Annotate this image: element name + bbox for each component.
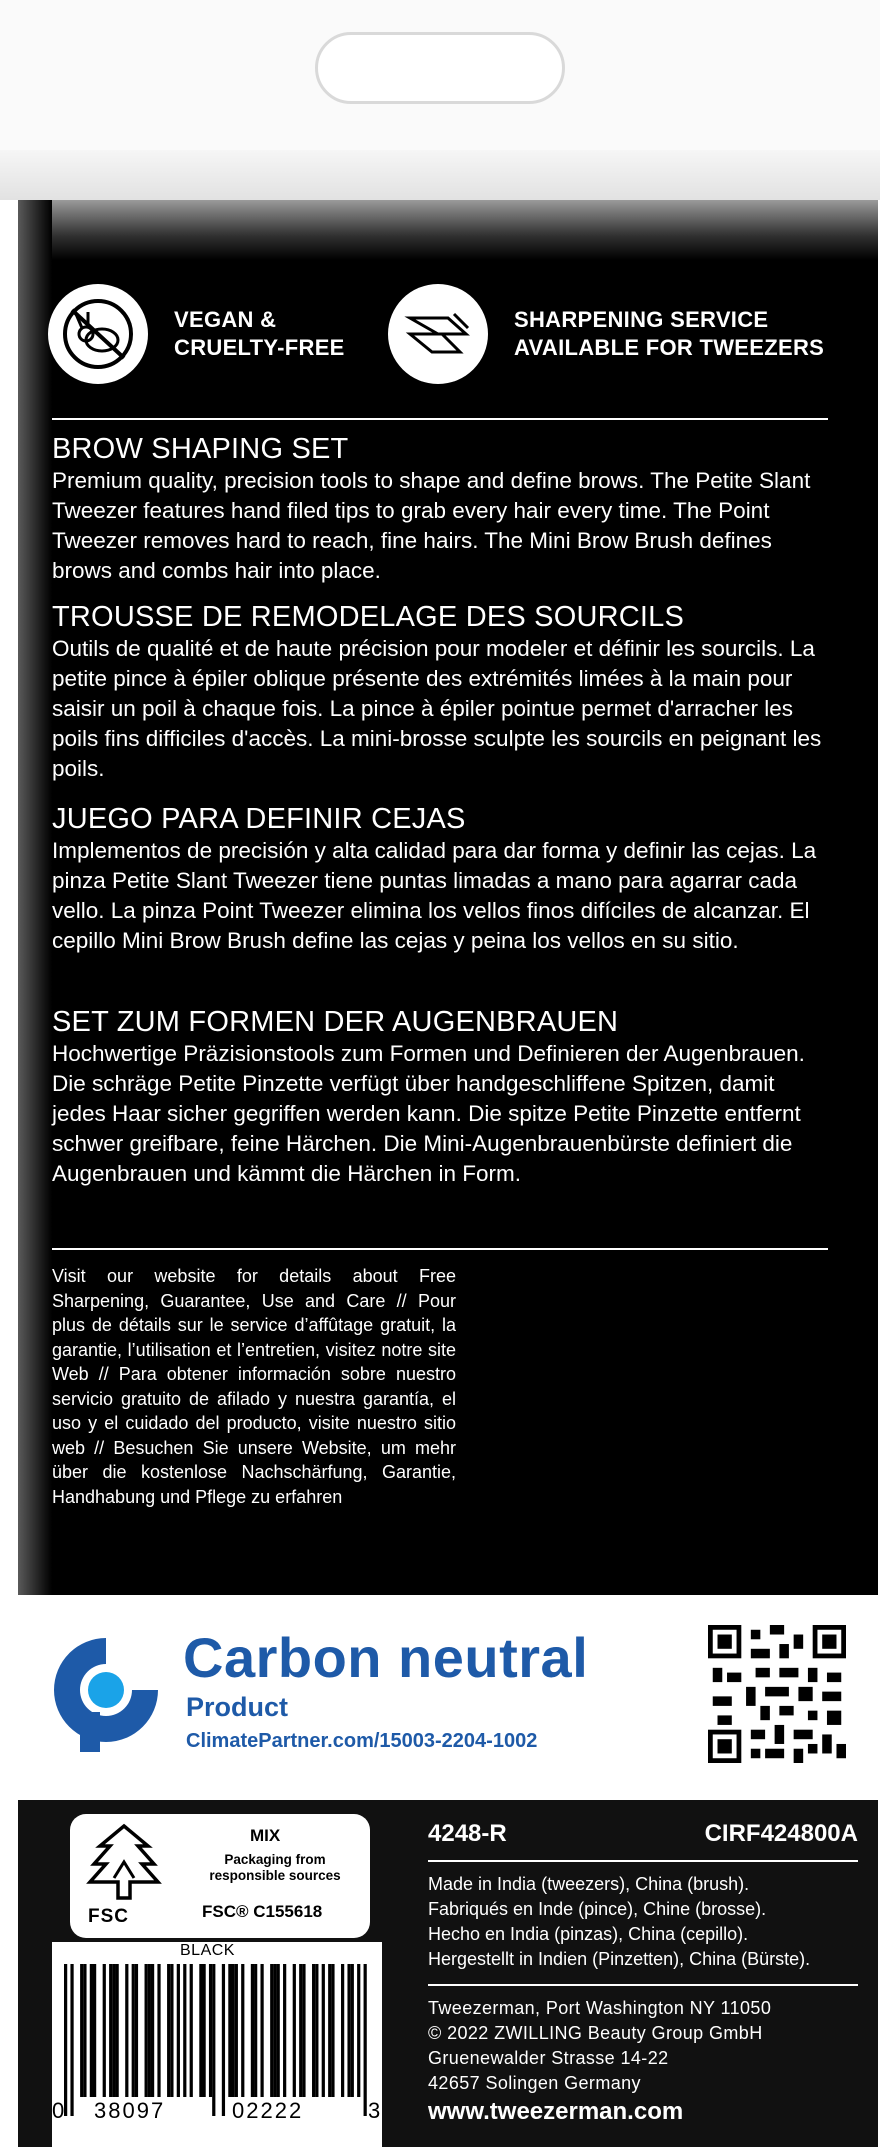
barcode-bar — [151, 1964, 154, 2097]
sharpening-badge-line1: SHARPENING SERVICE — [514, 307, 769, 332]
fsc-code: FSC® C155618 — [202, 1902, 323, 1921]
barcode-bar — [231, 1964, 234, 2097]
hanger-hole — [315, 32, 565, 104]
barcode-bar — [132, 1964, 135, 2097]
barcode-bar — [203, 1964, 206, 2097]
made-in-line: Hecho en India (pinzas), China (cepillo). — [428, 1924, 749, 1944]
barcode-bar — [109, 1964, 112, 2097]
section-body: Implementos de precisión y alta calidad para dar forma y definir las cejas. La pinza Petite Slant Tweezer tiene puntas limadas a mano para agarrar cada vello. La pinza Point Tweezer elimina los vellos finos difíciles de alcanzar. El cepillo Mini Brow Brush define las cejas y peina los vellos en su sitio. — [52, 838, 817, 953]
barcode-variant: BLACK — [180, 1942, 235, 1959]
address-line: © 2022 ZWILLING Beauty Group GmbH — [428, 2023, 763, 2043]
barcode-digit-lead: 0 — [52, 2098, 67, 2123]
badge-divider — [52, 418, 828, 420]
section-body: Premium quality, precision tools to shape and define brows. The Petite Slant Tweezer features hand filed tips to grab every hair every time. The Point Tweezer removes hard to reach, fine hairs. The Mini Brow Brush defines brows and combs hair into place. — [52, 468, 811, 583]
barcode-bar — [183, 1964, 186, 2097]
barcode-bar — [212, 1964, 215, 2116]
section-german — [52, 1005, 822, 1189]
barcode-bar — [364, 1964, 367, 2116]
barcode-bar — [209, 1964, 212, 2097]
info-rule — [428, 1860, 858, 1862]
barcode-bar — [145, 1964, 148, 2097]
vegan-rabbit-icon — [48, 284, 148, 384]
section-heading: SET ZUM FORMEN DER AUGENBRAUEN — [52, 1006, 619, 1038]
barcode-bar — [83, 1964, 86, 2097]
barcode-bar — [93, 1964, 96, 2097]
barcode-bar — [351, 1964, 354, 2097]
barcode-bar — [260, 1964, 263, 2097]
barcode-bar — [322, 1964, 325, 2097]
sku-number: CIRF424800A — [704, 1820, 858, 1847]
website-link[interactable]: www.tweezerman.com — [428, 2098, 684, 2125]
info-rule — [428, 1984, 858, 1986]
hanger-shadow — [0, 150, 880, 200]
barcode-bar — [125, 1964, 128, 2097]
barcode-bar — [222, 1964, 225, 2116]
barcode-bar — [103, 1964, 106, 2097]
barcode-bar — [270, 1964, 273, 2097]
barcode-bar — [148, 1964, 151, 2097]
barcode-bar — [302, 1964, 305, 2097]
website-note: Visit our website for details about Free Sharpening, Guarantee, Use and Care // Pour plus de détails sur le service d’affûtage gratuit, la garantie, l’utilisation et l’entretien, visitez notre site Web // Para obtener información sobre nuestro servicio gratuito de afilado y nuestra garantía, el uso y el cuidado del producto, visite nuestro sitio web // Besuchen Sie unsere Website, um mehr über die kostenlose Nachschärfung, Garantie, Handhabung und Pflege zu erfahren — [52, 1266, 456, 1507]
vegan-badge-line1: VEGAN & — [174, 307, 277, 332]
made-in-line: Fabriqués en Inde (pince), Chine (brosse). — [428, 1899, 767, 1919]
sharpening-badge — [388, 284, 824, 384]
product-info — [428, 1820, 858, 2126]
barcode-bar — [293, 1964, 296, 2097]
barcode-bar — [167, 1964, 170, 2097]
hanger-tab — [0, 0, 880, 200]
fsc-label-box — [70, 1814, 370, 1938]
barcode-bar — [190, 1964, 193, 2097]
barcode-bar — [135, 1964, 138, 2097]
fsc-mix: MIX — [250, 1826, 281, 1845]
barcode-bar — [116, 1964, 119, 2097]
vegan-badge-line2: CRUELTY-FREE — [174, 335, 345, 360]
barcode-bar — [70, 1964, 73, 2116]
made-in-list — [428, 1872, 858, 1972]
climate-partner-logo-icon — [46, 1630, 166, 1755]
barcode-bar — [312, 1964, 315, 2097]
barcode-bar — [315, 1964, 318, 2097]
barcode-bar — [80, 1964, 83, 2097]
barcode-bars — [64, 1964, 370, 2116]
carbon-neutral-subtitle: Product — [186, 1692, 289, 1722]
barcode-digit-group-right: 02222 — [232, 2098, 304, 2123]
section-french — [52, 600, 822, 784]
barcode-bar — [331, 1964, 334, 2097]
barcode-bar — [235, 1964, 238, 2097]
fsc-tree-icon — [84, 1822, 164, 1902]
section-body: Outils de qualité et de haute précision pour modeler et définir les sourcils. La petite pince à épiler oblique présente des extrémités limées à la main pour saisir un poil à chaque fois. La pince à épiler pointue permet d'arracher les poils fins difficiles d'accès. La mini-brosse sculpte les sourcils en peignant les poils. — [52, 636, 822, 781]
barcode-bar — [157, 1964, 160, 2097]
barcode-bar — [64, 1964, 67, 2116]
carbon-neutral-title: Carbon neutral — [183, 1626, 589, 1689]
address-line: Gruenewalder Strasse 14-22 — [428, 2048, 669, 2068]
barcode-bar — [241, 1964, 244, 2097]
content-divider — [52, 1248, 828, 1250]
address-line: Tweezerman, Port Washington NY 11050 — [428, 1998, 772, 2018]
section-spanish — [52, 802, 822, 956]
address-line: 42657 Solingen Germany — [428, 2073, 641, 2093]
barcode-bar — [254, 1964, 257, 2097]
barcode-bar — [177, 1964, 180, 2097]
section-heading: TROUSSE DE REMODELAGE DES SOURCILS — [52, 601, 685, 633]
made-in-line: Hergestellt in Indien (Pinzetten), China (Bürste). — [428, 1949, 811, 1969]
barcode-bar — [328, 1964, 331, 2097]
barcode-bar — [251, 1964, 254, 2097]
bottom-info-panel — [18, 1800, 878, 2147]
barcode-digit-group-left: 38097 — [94, 2098, 166, 2123]
barcode-digit-check: 3 — [368, 2098, 383, 2123]
model-number: 4248-R — [428, 1820, 507, 1847]
barcode-bar — [228, 1964, 231, 2097]
barcode-bar — [283, 1964, 286, 2097]
barcode-bar — [357, 1964, 360, 2097]
barcode-bar — [347, 1964, 350, 2097]
barcode-bar — [277, 1964, 280, 2097]
made-in-line: Made in India (tweezers), China (brush). — [428, 1874, 750, 1894]
section-heading: JUEGO PARA DEFINIR CEJAS — [52, 803, 466, 835]
barcode-bar — [112, 1964, 115, 2097]
card-top-rim — [18, 200, 878, 260]
section-body: Hochwertige Präzisionstools zum Formen und Definieren der Augenbrauen. Die schräge Petite Pinzette verfügt über handgeschliffene Spitzen, damit jedes Haar sicher gegriffen werden kann. Die spitze Petite Pinzette entfernt schwer greifbare, feine Härchen. Die Mini-Augenbrauenbürste definiert die Augenbrauen und kämmt die Härchen in Form. — [52, 1041, 805, 1186]
tweezer-sharpening-icon — [388, 284, 488, 384]
barcode-bar — [341, 1964, 344, 2097]
address-block — [428, 1996, 858, 2096]
fsc-label: FSC — [88, 1906, 129, 1927]
barcode-bar — [170, 1964, 173, 2097]
barcode-bar — [299, 1964, 302, 2097]
climate-partner-url: ClimatePartner.com/15003-2204-1002 — [186, 1730, 538, 1752]
vegan-badge — [48, 284, 345, 384]
barcode — [52, 1942, 382, 2147]
qr-code — [708, 1625, 846, 1763]
barcode-bar — [90, 1964, 93, 2097]
section-english — [52, 432, 822, 586]
carbon-neutral-panel — [18, 1595, 878, 1800]
section-heading: BROW SHAPING SET — [52, 433, 349, 465]
fsc-packaging: Packaging from responsible sources — [209, 1852, 341, 1883]
sharpening-badge-line2: AVAILABLE FOR TWEEZERS — [514, 335, 825, 360]
barcode-bar — [199, 1964, 202, 2097]
barcode-bar — [273, 1964, 276, 2097]
